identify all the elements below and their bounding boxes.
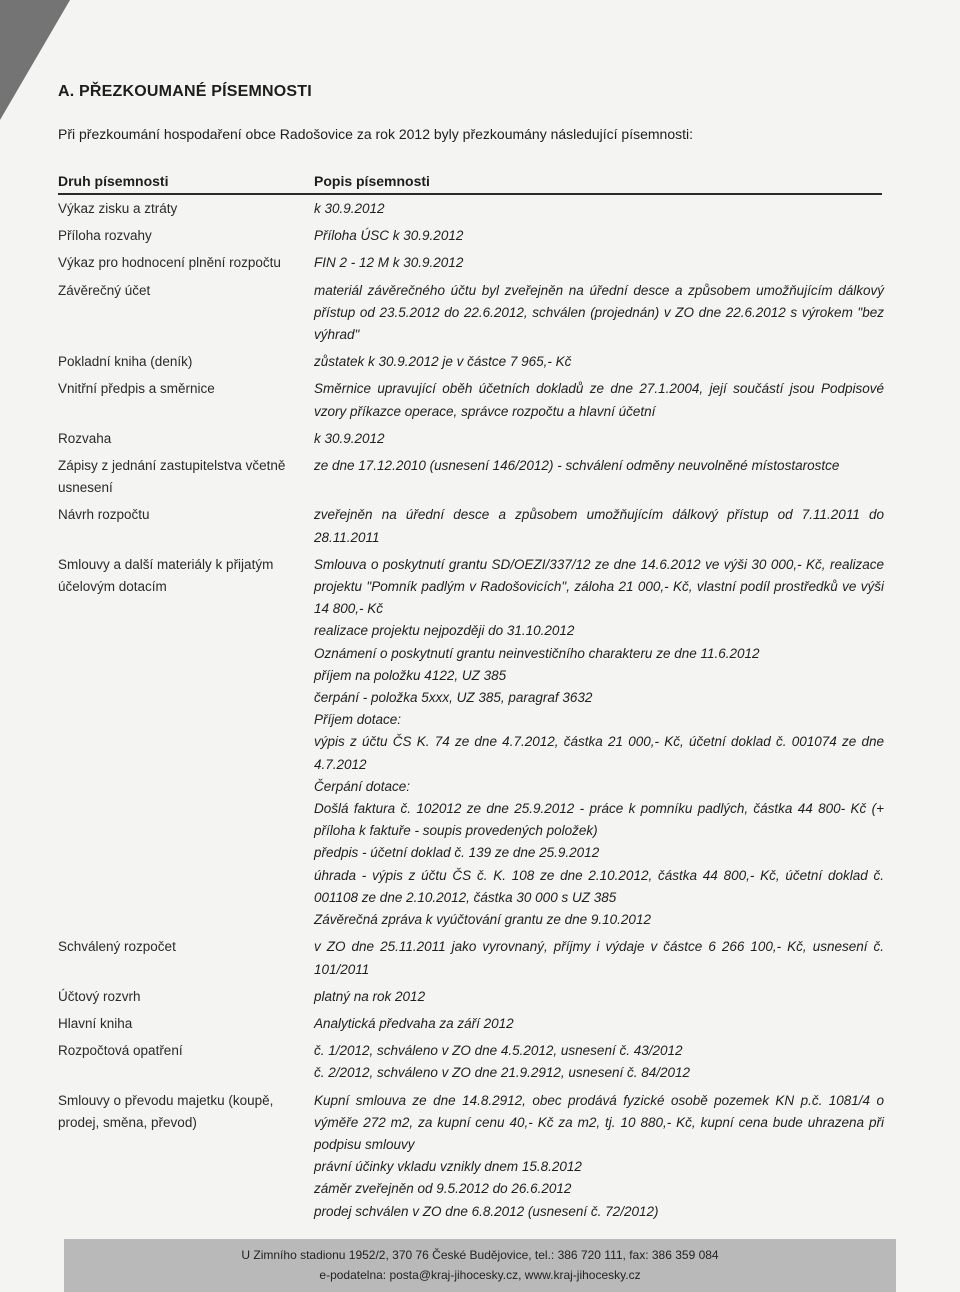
description-line: Kupní smlouva ze dne 14.8.2912, obec prodává fyzické osobě pozemek KN p.č. 1081/4 o výměře 272 m2, za kupní cenu 40,- Kč za m2, tj. 10 880,- Kč, kupní cena bude uhrazena při podpisu smlouvy bbox=[314, 1092, 884, 1152]
description-line: příjem na položku 4122, UZ 385 bbox=[314, 667, 507, 683]
description-line: materiál závěrečného účtu byl zveřejněn na úřední desce a způsobem umožňujícím dálkový přístup od 23.5.2012 do 22.6.2012, schválen (projednán) v ZO dne 22.6.2012 s výrokem "bez výhrad" bbox=[314, 282, 884, 343]
description-line: Směrnice upravující oběh účetních dokladů ze dne 27.1.2004, její součástí jsou Podpisové vzory příkazce operace, správce rozpočtu a hlavní účetní bbox=[314, 381, 884, 419]
column-header-type: Druh písemnosti bbox=[58, 173, 169, 189]
table-row bbox=[58, 936, 884, 980]
description-line: č. 1/2012, schváleno v ZO dne 4.5.2012, usnesení č. 43/2012 bbox=[314, 1043, 683, 1059]
table-row bbox=[58, 554, 884, 931]
document-type: Závěrečný účet bbox=[58, 282, 151, 298]
description-line: prodej schválen v ZO dne 6.8.2012 (usnesení č. 72/2012) bbox=[314, 1203, 659, 1219]
header-divider bbox=[58, 193, 882, 195]
description-line: předpis - účetní doklad č. 139 ze dne 25.9.2012 bbox=[314, 845, 600, 861]
description-line: v ZO dne 25.11.2011 jako vyrovnaný, příjmy i výdaje v částce 6 266 100,- Kč, usnesení č. 101/2011 bbox=[314, 939, 884, 977]
page-footer bbox=[64, 1239, 896, 1292]
document-description bbox=[314, 504, 884, 548]
document-type: Rozvaha bbox=[58, 430, 112, 446]
document-description bbox=[314, 986, 884, 1008]
table-row bbox=[58, 504, 884, 548]
table-row bbox=[58, 225, 884, 247]
table-row bbox=[58, 1090, 884, 1223]
document-type: Výkaz zisku a ztráty bbox=[58, 201, 178, 216]
document-type: Rozpočtová opatření bbox=[58, 1043, 183, 1059]
document-description bbox=[314, 428, 884, 450]
description-line: úhrada - výpis z účtu ČS č. K. 108 ze dne 2.10.2012, částka 44 800,- Kč, účetní doklad č. 001108 ze dne 2.10.2012, částka 30 000 s UZ 385 bbox=[314, 867, 884, 905]
document-description bbox=[314, 936, 884, 980]
document-description bbox=[314, 225, 884, 247]
description-line: k 30.9.2012 bbox=[314, 201, 385, 216]
table-row bbox=[58, 280, 884, 347]
description-line: FIN 2 - 12 M k 30.9.2012 bbox=[314, 255, 464, 271]
description-line: Analytická předvaha za září 2012 bbox=[314, 1015, 514, 1031]
description-line: zůstatek k 30.9.2012 je v částce 7 965,- Kč bbox=[314, 354, 572, 370]
table-row bbox=[58, 378, 884, 422]
section-heading: A. PŘEZKOUMANÉ PÍSEMNOSTI bbox=[58, 83, 312, 100]
table-row bbox=[58, 1040, 884, 1084]
description-line: realizace projektu nejpozději do 31.10.2012 bbox=[314, 623, 575, 639]
document-description bbox=[314, 280, 884, 347]
document-description bbox=[314, 1013, 884, 1035]
description-line: záměr zveřejněn od 9.5.2012 do 26.6.2012 bbox=[314, 1181, 572, 1197]
document-type: Návrh rozpočtu bbox=[58, 507, 150, 523]
document-type: Hlavní kniha bbox=[58, 1015, 133, 1031]
document-type: Smlouvy a další materiály k přijatým účelovým dotacím bbox=[58, 556, 274, 595]
description-line: Došlá faktura č. 102012 ze dne 25.9.2012 - práce k pomníku padlých, částka 44 800- Kč (+ příloha k faktuře - soupis provedených položek) bbox=[314, 801, 884, 839]
description-line: čerpání - položka 5xxx, UZ 385, paragraf 3632 bbox=[314, 690, 593, 706]
description-line: ze dne 17.12.2010 (usnesení 146/2012) - schválení odměny neuvolněné místostarostce bbox=[314, 458, 840, 474]
footer-address: U Zimního stadionu 1952/2, 370 76 České Budějovice, tel.: 386 720 111, fax: 386 359 084 bbox=[241, 1248, 719, 1262]
document-description bbox=[314, 252, 884, 274]
description-line: Čerpání dotace: bbox=[314, 778, 411, 794]
documents-table bbox=[58, 198, 884, 1228]
table-row bbox=[58, 198, 884, 220]
description-line: právní účinky vkladu vznikly dnem 15.8.2012 bbox=[314, 1159, 582, 1175]
document-type: Schválený rozpočet bbox=[58, 939, 176, 955]
document-description bbox=[314, 1090, 884, 1223]
document-description bbox=[314, 455, 884, 499]
document-type: Účtový rozvrh bbox=[58, 988, 141, 1004]
description-line: výpis z účtu ČS K. 74 ze dne 4.7.2012, částka 21 000,- Kč, účetní doklad č. 001074 ze dne 4.7.2012 bbox=[314, 734, 884, 772]
document-type: Smlouvy o převodu majetku (koupě, prodej, směna, převod) bbox=[58, 1092, 274, 1130]
description-line: Oznámení o poskytnutí grantu neinvestičního charakteru ze dne 11.6.2012 bbox=[314, 645, 760, 661]
document-type: Zápisy z jednání zastupitelstva včetně usnesení bbox=[58, 458, 286, 496]
description-line: Příjem dotace: bbox=[314, 712, 402, 728]
document-description bbox=[314, 198, 884, 220]
document-description bbox=[314, 378, 884, 422]
table-row bbox=[58, 1013, 884, 1035]
document-type: Pokladní kniha (deník) bbox=[58, 354, 193, 370]
table-row bbox=[58, 252, 884, 274]
description-line: platný na rok 2012 bbox=[314, 988, 426, 1004]
column-header-description: Popis písemnosti bbox=[314, 173, 430, 189]
description-line: Závěrečná zpráva k vyúčtování grantu ze dne 9.10.2012 bbox=[314, 912, 651, 928]
description-line: zveřejněn na úřední desce a způsobem umožňujícím dálkový přístup od 7.11.2011 do 28.11.2011 bbox=[314, 507, 884, 545]
document-type: Výkaz pro hodnocení plnění rozpočtu bbox=[58, 255, 281, 271]
document-type: Příloha rozvahy bbox=[58, 228, 152, 244]
table-row bbox=[58, 986, 884, 1008]
table-row bbox=[58, 455, 884, 499]
description-line: k 30.9.2012 bbox=[314, 430, 385, 446]
document-type: Vnitřní předpis a směrnice bbox=[58, 381, 215, 397]
footer-contacts: e-podatelna: posta@kraj-jihocesky.cz, www.kraj-jihocesky.cz bbox=[319, 1268, 641, 1282]
description-line: č. 2/2012, schváleno v ZO dne 21.9.2912, usnesení č. 84/2012 bbox=[314, 1065, 691, 1081]
document-description bbox=[314, 351, 884, 373]
table-row bbox=[58, 428, 884, 450]
description-line: Smlouva o poskytnutí grantu SD/OEZI/337/12 ze dne 14.6.2012 ve výši 30 000,- Kč, realizace projektu "Pomník padlým v Radošovicích", záloha 21 000,- Kč, vlastní podíl prostředků ve výši 14 800,- Kč bbox=[314, 556, 884, 617]
document-description bbox=[314, 1040, 884, 1084]
scan-corner-shadow bbox=[0, 0, 70, 120]
intro-paragraph: Při přezkoumání hospodaření obce Radošovice za rok 2012 byly přezkoumány následující písemnosti: bbox=[58, 126, 694, 142]
document-description bbox=[314, 554, 884, 931]
description-line: Příloha ÚSC k 30.9.2012 bbox=[314, 228, 464, 244]
table-row bbox=[58, 351, 884, 373]
